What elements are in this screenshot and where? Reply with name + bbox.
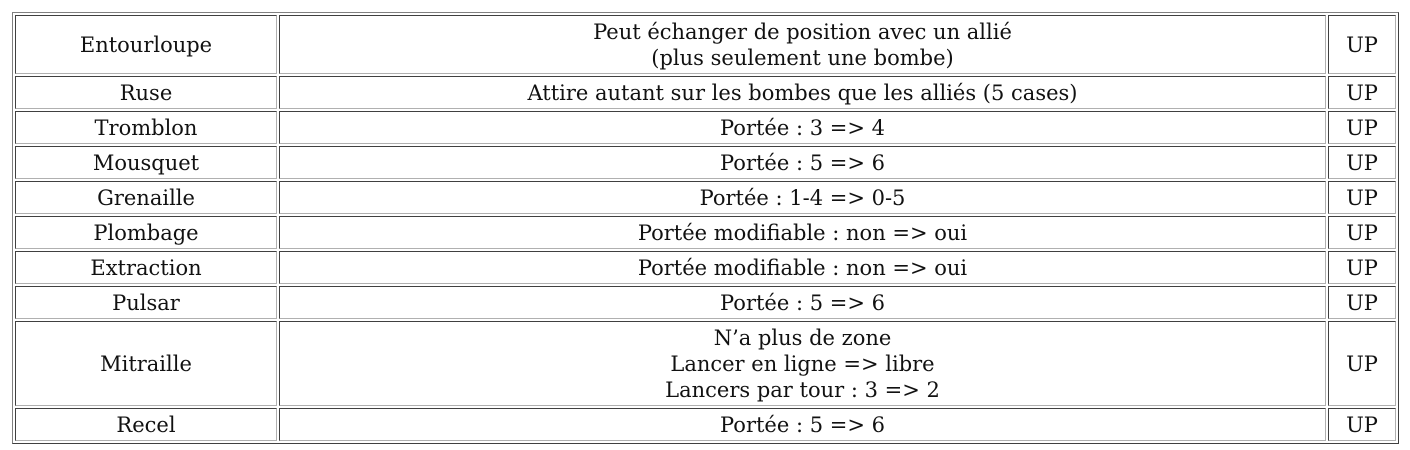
change-description-cell	[279, 321, 1326, 406]
change-description-cell	[279, 181, 1326, 214]
table-row	[15, 321, 1396, 406]
change-tag-cell: UP	[1328, 251, 1396, 284]
change-tag-cell: UP	[1328, 76, 1396, 109]
description-line: Portée : 1-4 => 0-5	[699, 186, 906, 210]
change-tag-cell: UP	[1328, 181, 1396, 214]
spell-name-cell: Pulsar	[15, 286, 277, 319]
spell-name-cell: Grenaille	[15, 181, 277, 214]
table-row	[15, 111, 1396, 144]
table-row	[15, 146, 1396, 179]
spell-name-cell: Tromblon	[15, 111, 277, 144]
description-line: Portée modifiable : non => oui	[637, 256, 968, 280]
spell-name-cell: Ruse	[15, 76, 277, 109]
change-tag-cell: UP	[1328, 216, 1396, 249]
change-description-cell	[279, 251, 1326, 284]
spell-name-cell: Mitraille	[15, 321, 277, 406]
change-description-cell	[279, 15, 1326, 74]
spell-name-cell: Extraction	[15, 251, 277, 284]
change-tag-cell: UP	[1328, 15, 1396, 74]
spell-changes-table	[12, 12, 1399, 444]
table-row	[15, 76, 1396, 109]
table-row	[15, 286, 1396, 319]
table-row	[15, 408, 1396, 441]
change-tag-cell: UP	[1328, 321, 1396, 406]
change-description-cell	[279, 286, 1326, 319]
description-line: Portée : 5 => 6	[720, 151, 885, 175]
change-description-cell	[279, 408, 1326, 441]
description-line: Lancers par tour : 3 => 2	[665, 378, 940, 402]
change-tag-cell: UP	[1328, 286, 1396, 319]
change-description-cell	[279, 216, 1326, 249]
description-line: Peut échanger de position avec un allié	[593, 20, 1012, 44]
table-row	[15, 15, 1396, 74]
spell-name-cell: Entourloupe	[15, 15, 277, 74]
change-tag-cell: UP	[1328, 146, 1396, 179]
change-tag-cell: UP	[1328, 111, 1396, 144]
change-tag-cell: UP	[1328, 408, 1396, 441]
table-row	[15, 251, 1396, 284]
description-line: N’a plus de zone	[713, 326, 892, 350]
changes-table-wrapper	[12, 12, 1399, 444]
description-line: Attire autant sur les bombes que les alliés (5 cases)	[527, 81, 1078, 105]
description-line: Portée : 3 => 4	[720, 116, 885, 140]
description-line: Lancer en ligne => libre	[670, 352, 935, 376]
description-line: (plus seulement une bombe)	[651, 46, 954, 70]
description-line: Portée : 5 => 6	[720, 413, 885, 437]
spell-name-cell: Mousquet	[15, 146, 277, 179]
spell-name-cell: Recel	[15, 408, 277, 441]
description-line: Portée : 5 => 6	[720, 291, 885, 315]
table-row	[15, 181, 1396, 214]
table-row	[15, 216, 1396, 249]
description-line: Portée modifiable : non => oui	[637, 221, 968, 245]
spell-name-cell: Plombage	[15, 216, 277, 249]
change-description-cell	[279, 111, 1326, 144]
change-description-cell	[279, 146, 1326, 179]
change-description-cell	[279, 76, 1326, 109]
